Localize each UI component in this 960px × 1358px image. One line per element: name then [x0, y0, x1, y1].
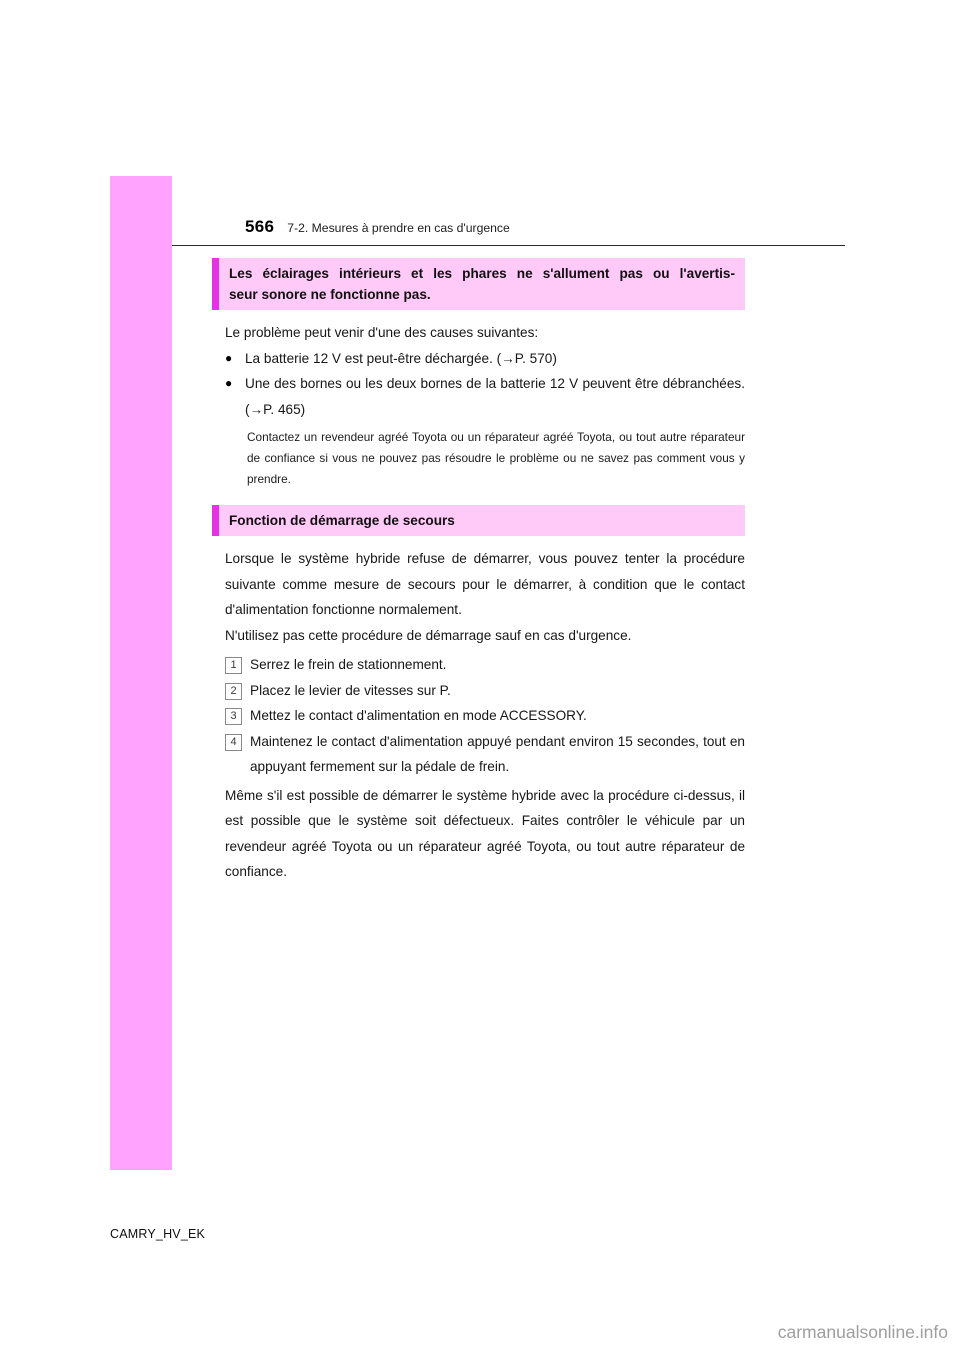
page-header	[245, 217, 510, 237]
bullet-text: La batterie 12 V est peut-être déchargée. (→P. 570)	[245, 350, 557, 366]
heading-accent-bar	[212, 505, 219, 536]
step-text: Placez le levier de vitesses sur P.	[250, 682, 451, 698]
step-item	[225, 652, 745, 678]
heading-title-line: Fonction de démarrage de secours	[229, 513, 455, 528]
bullet-item	[225, 346, 745, 372]
watermark-text: carmanualsonline.info	[777, 1322, 948, 1342]
subsection-heading-emergency-start	[212, 505, 745, 536]
step-text: Serrez le frein de stationnement.	[250, 657, 447, 672]
step-item	[225, 703, 745, 729]
closing-paragraph: Même s'il est possible de démarrer le système hybride avec la procédure ci-dessus, il est possible que le système soit défectueux. Faites contrôler le véhicule par un revendeur agréé Toyota ou un réparateur agréé Toyota, ou tout autre réparateur de confiance.	[225, 787, 745, 879]
bullet-item	[225, 371, 745, 422]
section-header-title: 7-2. Mesures à prendre en cas d'urgence	[287, 221, 510, 235]
paragraph: Lorsque le système hybride refuse de démarrer, vous pouvez tenter la procédure suivante comme mesure de secours pour le démarrer, à condition que le contact d'alimentation fonctionne normalement.	[225, 551, 745, 617]
chapter-color-bar	[110, 176, 172, 1170]
step-number-box: 4	[225, 734, 242, 751]
paragraph: N'utilisez pas cette procédure de démarrage sauf en cas d'urgence.	[225, 627, 632, 643]
step-number-box: 2	[225, 683, 242, 700]
heading-title-line-1: Les éclairages intérieurs et les phares ne s'allument pas ou l'avertis-	[229, 266, 735, 281]
bullet-icon: ●	[225, 350, 233, 365]
bullet-icon: ●	[225, 376, 233, 390]
page-content	[225, 258, 745, 885]
subsection-heading-lights-horn	[212, 258, 745, 310]
step-number-box: 1	[225, 657, 242, 674]
step-item	[225, 678, 745, 704]
document-code: CAMRY_HV_EK	[110, 1227, 206, 1241]
procedure-steps	[225, 652, 745, 780]
heading-title-line-2: seur sonore ne fonctionne pas.	[229, 287, 431, 302]
step-text: Maintenez le contact d'alimentation appuyé pendant environ 15 secondes, tout en appuyant fermement sur la pédale de frein.	[250, 733, 745, 774]
advisory-note: Contactez un revendeur agréé Toyota ou un réparateur agréé Toyota, ou tout autre réparateur de confiance si vous ne pouvez pas résoudre le problème ou ne savez pas comment vous y prendre.	[247, 430, 745, 486]
step-number-box: 3	[225, 708, 242, 725]
intro-paragraph: Le problème peut venir d'une des causes suivantes:	[225, 325, 539, 340]
heading-accent-bar	[212, 258, 219, 310]
bullet-text: Une des bornes ou les deux bornes de la batterie 12 V peuvent être débranchées. (→P. 465)	[245, 376, 745, 417]
page-number: 566	[245, 217, 275, 236]
step-item	[225, 729, 745, 780]
step-text: Mettez le contact d'alimentation en mode ACCESSORY.	[250, 708, 587, 723]
header-divider	[172, 245, 845, 246]
